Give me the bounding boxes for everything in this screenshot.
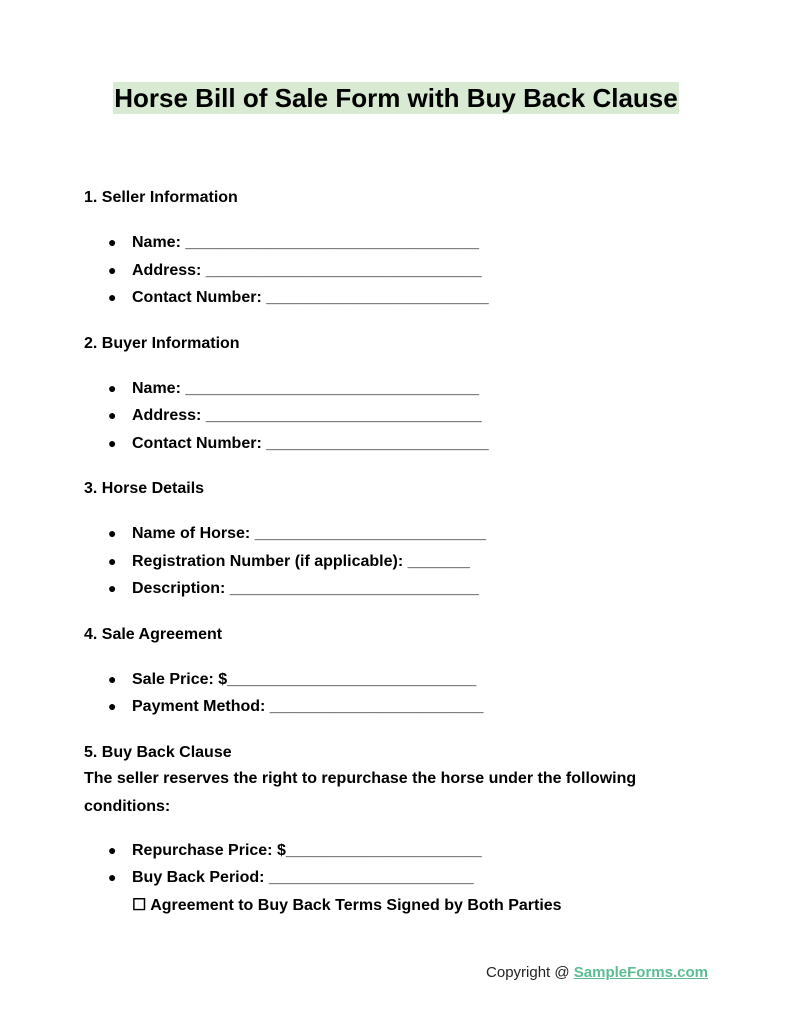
field-payment-method[interactable]: ● Payment Method: ________________________ <box>84 693 724 721</box>
bullet-icon: ● <box>108 525 117 541</box>
field-description[interactable]: ● Description: ____________________________ <box>84 575 724 603</box>
bullet-icon: ● <box>108 234 117 250</box>
section-heading-buyback: 5. Buy Back Clause <box>84 743 232 761</box>
bullet-icon: ● <box>108 869 117 885</box>
field-seller-name[interactable]: ● Name: _________________________________ <box>84 229 724 257</box>
bullet-icon: ● <box>108 670 117 687</box>
bullet-icon: ● <box>108 379 117 396</box>
field-buyer-contact[interactable]: ● Contact Number: _________________________ <box>84 430 724 458</box>
agreement-checkbox[interactable]: ☐ Agreement to Buy Back Terms Signed by Both Parties <box>132 896 562 914</box>
sale-fields <box>84 666 724 721</box>
field-sale-price[interactable]: ● Sale Price: $____________________________ <box>84 666 724 694</box>
field-repurchase-price[interactable]: ● Repurchase Price: $______________________ <box>84 837 724 865</box>
buyer-fields <box>84 375 724 458</box>
copyright-footer <box>486 962 708 984</box>
bullet-icon: ● <box>108 841 117 858</box>
field-buyer-name[interactable]: ● Name: _________________________________ <box>84 375 724 403</box>
horse-fields <box>84 520 724 603</box>
bullet-icon: ● <box>108 434 117 451</box>
bullet-icon: ● <box>108 407 117 423</box>
sampleforms-link[interactable]: SampleForms.com <box>573 964 708 981</box>
title-wrap <box>0 82 798 114</box>
copyright-text: Copyright @ <box>486 964 574 981</box>
field-horse-name[interactable]: ● Name of Horse: __________________________ <box>84 520 724 548</box>
bullet-icon: ● <box>108 580 117 596</box>
field-seller-address[interactable]: ● Address: _______________________________ <box>84 257 724 285</box>
bullet-icon: ● <box>108 552 117 569</box>
seller-fields <box>84 229 724 312</box>
buyback-fields <box>84 837 724 892</box>
buyback-description: The seller reserves the right to repurchase the horse under the following conditions: <box>84 769 637 815</box>
section-heading-horse: 3. Horse Details <box>84 480 205 497</box>
field-buyback-period[interactable]: ● Buy Back Period: _______________________ <box>84 864 724 892</box>
section-heading-seller: 1. Seller Information <box>84 189 238 206</box>
section-heading-buyer: 2. Buyer Information <box>84 334 240 352</box>
document-title: Horse Bill of Sale Form with Buy Back Clause <box>114 83 678 113</box>
field-registration-number[interactable]: ● Registration Number (if applicable): _______ <box>84 548 724 576</box>
form-content <box>84 186 724 920</box>
bullet-icon: ● <box>108 698 117 714</box>
section-heading-sale: 4. Sale Agreement <box>84 625 223 643</box>
bullet-icon: ● <box>108 261 117 278</box>
field-buyer-address[interactable]: ● Address: _______________________________ <box>84 402 724 430</box>
bullet-icon: ● <box>108 289 117 305</box>
field-seller-contact[interactable]: ● Contact Number: _________________________ <box>84 284 724 312</box>
